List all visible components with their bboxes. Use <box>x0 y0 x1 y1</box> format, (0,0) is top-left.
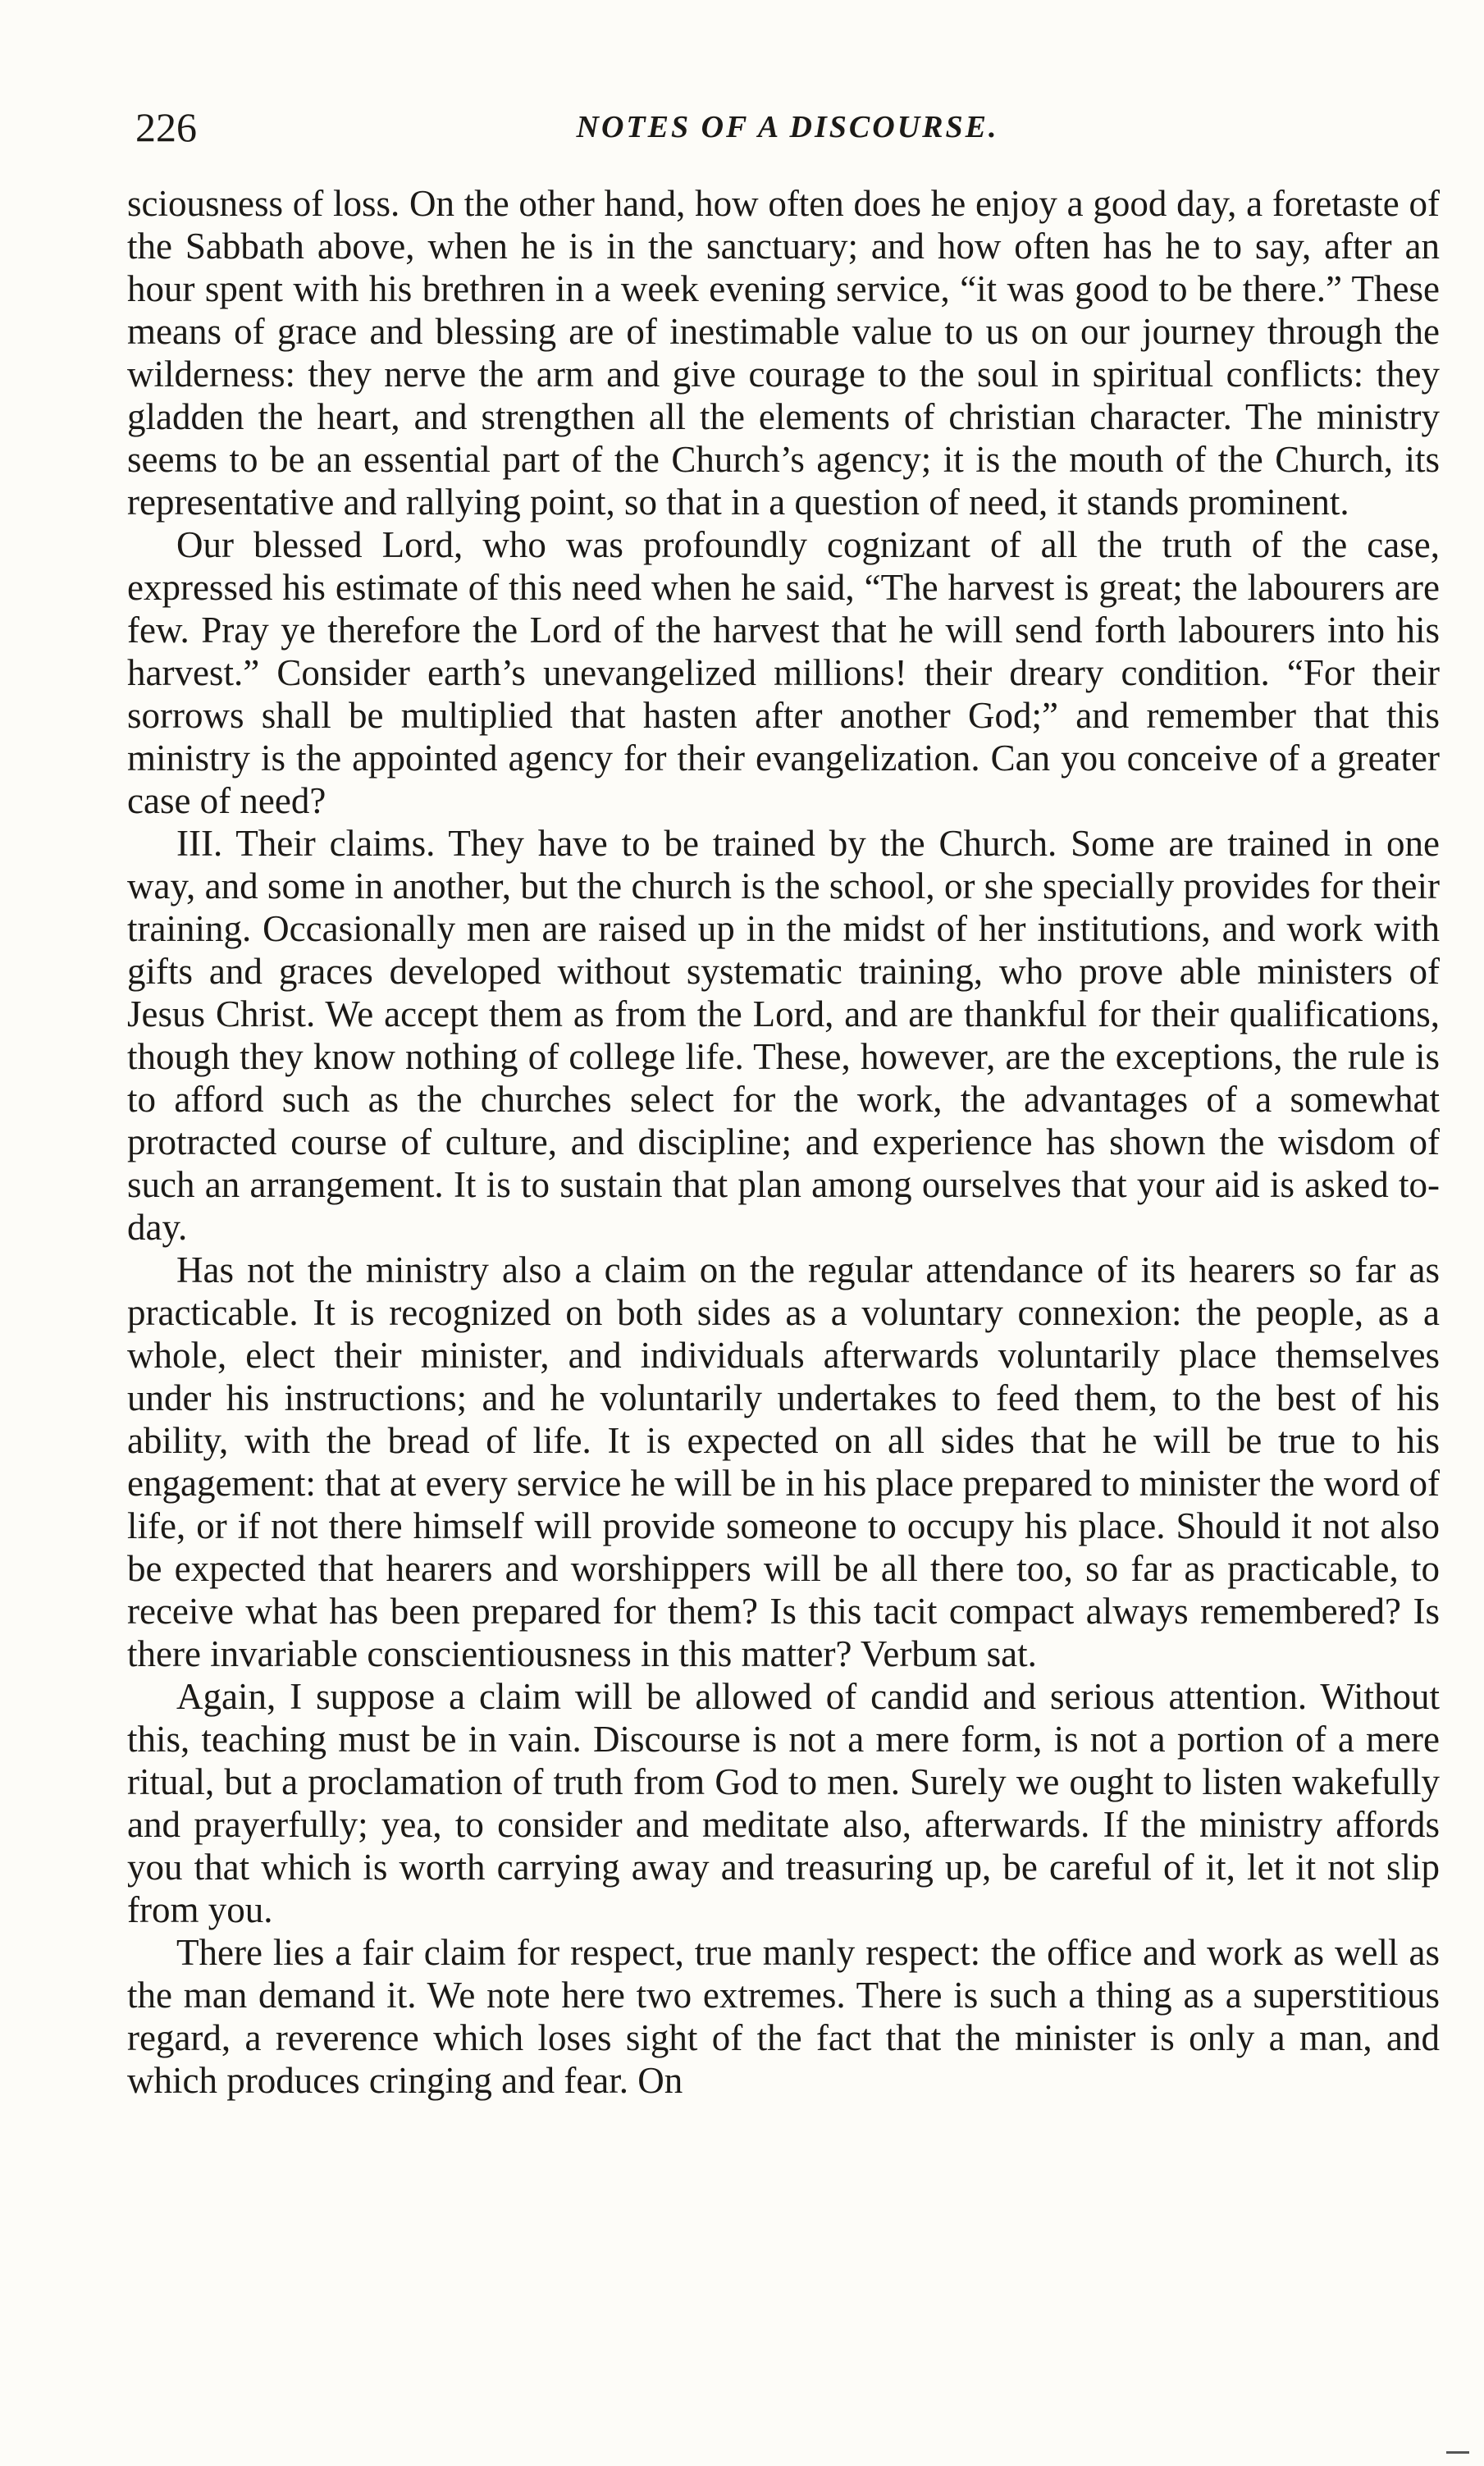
paragraph-continuation: sciousness of loss. On the other hand, how often does he enjoy a good day, a foretaste of the Sabbath above, when he is in the sanctuary; and how often has he to say, after an hour spent with his brethren in a week evening service, “it was good to be there.” These means of grace and blessing are of inestimable value to us on our journey through the wilderness: they nerve the arm and give courage to the soul in spiritual conflicts: they gladden the heart, and strengthen all the elements of christian character. The ministry seems to be an essential part of the Church’s agency; it is the mouth of the Church, its representative and rallying point, so that in a question of need, it stands prominent. <box>127 183 1440 523</box>
running-title: NOTES OF A DISCOURSE. <box>576 110 999 144</box>
page-number: 226 <box>135 104 197 150</box>
paragraph-their-claims: III. Their claims. They have to be trained by the Church. Some are trained in one way, and some in another, but the church is the school, or she specially provides for their training. Occasionally men are raised up in the midst of her institutions, and work with gifts and graces developed without systematic training, who prove able ministers of Jesus Christ. We accept them as from the Lord, and are thankful for their qualifications, though they know nothing of college life. These, however, are the exceptions, the rule is to afford such as the churches select for the work, the advantages of a somewhat protracted course of culture, and discipline; and experience has shown the wisdom of such an arrangement. It is to sustain that plan among ourselves that your aid is asked to-day. <box>127 823 1440 1248</box>
paragraph-attention: Again, I suppose a claim will be allowed of candid and serious attention. Without this, teaching must be in vain. Discourse is not a mere form, is not a portion of a mere ritual, but a proclamation of truth from God to men. Surely we ought to listen wakefully and prayerfully; yea, to consider and meditate also, afterwards. If the ministry affords you that which is worth carrying away and treasuring up, be careful of it, let it not slip from you. <box>127 1676 1440 1930</box>
corner-mark <box>1446 2451 1469 2454</box>
body-text <box>127 182 1440 2102</box>
paragraph-respect: There lies a fair claim for respect, true manly respect: the office and work as well as the man demand it. We note here two extremes. There is such a thing as a superstitious regard, a reverence which loses sight of the fact that the minister is only a man, and which produces cringing and fear. On <box>127 1932 1440 2101</box>
paragraph-harvest: Our blessed Lord, who was profoundly cognizant of all the truth of the case, expressed his estimate of this need when he said, “The harvest is great; the labourers are few. Pray ye therefore the Lord of the harvest that he will send forth labourers into his harvest.” Consider earth’s unevangelized millions! their dreary condition. “For their sorrows shall be multiplied that hasten after another God;” and remember that this ministry is the appointed agency for their evangelization. Can you conceive of a greater case of need? <box>127 524 1440 821</box>
page-header <box>135 98 1440 156</box>
paragraph-attendance: Has not the ministry also a claim on the regular attendance of its hearers so far as practicable. It is recognized on both sides as a voluntary connexion: the people, as a whole, elect their minister, and individuals afterwards voluntarily place themselves under his instructions; and he voluntarily undertakes to feed them, to the best of his ability, with the bread of life. It is expected on all sides that he will be true to his engagement: that at every service he will be in his place prepared to minister the word of life, or if not there himself will provide someone to occupy his place. Should it not also be expected that hearers and worshippers will be all there too, so far as practicable, to receive what has been prepared for them? Is this tacit compact always remembered? Is there invariable conscientiousness in this matter? Verbum sat. <box>127 1249 1440 1674</box>
